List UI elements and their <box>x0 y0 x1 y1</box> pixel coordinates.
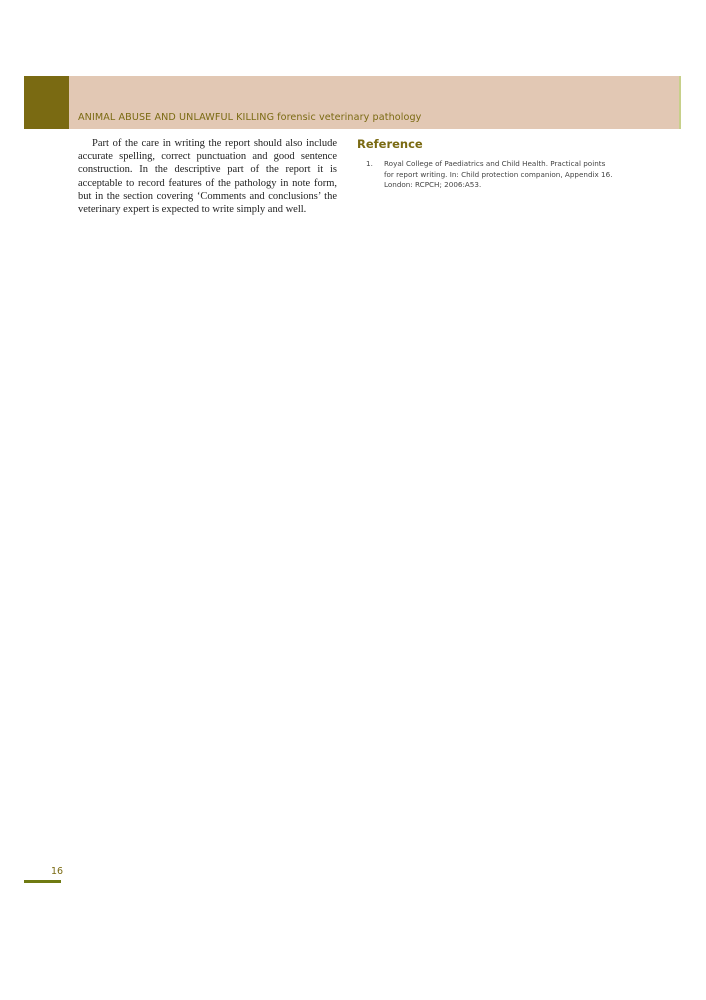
running-header-subtitle: forensic veterinary pathology <box>277 112 422 123</box>
references-list <box>366 159 616 191</box>
page-number: 16 <box>51 866 64 877</box>
reference-number: 1. <box>366 159 373 168</box>
running-header-title: ANIMAL ABUSE AND UNLAWFUL KILLING <box>78 112 275 123</box>
reference-item <box>366 159 616 191</box>
references-heading: Reference <box>357 137 423 151</box>
header-accent-block <box>24 76 69 129</box>
body-paragraph: Part of the care in writing the report should also include accurate spelling, correct punctuation and good sentence construction. In the descriptive part of the report it is acceptable to record features of the pathology in note form, but in the section covering ‘Comments and conclusions’ the veterinary expert is expected to write simply and well. <box>78 138 337 216</box>
reference-text: Royal College of Paediatrics and Child Health. Practical points for report writing. In: Child protection companion, Appendix 16. London: RCPCH; 2006:A53. <box>384 159 613 189</box>
page-number-rule <box>24 880 61 883</box>
header-edge-line <box>679 76 681 129</box>
running-header <box>78 112 421 123</box>
